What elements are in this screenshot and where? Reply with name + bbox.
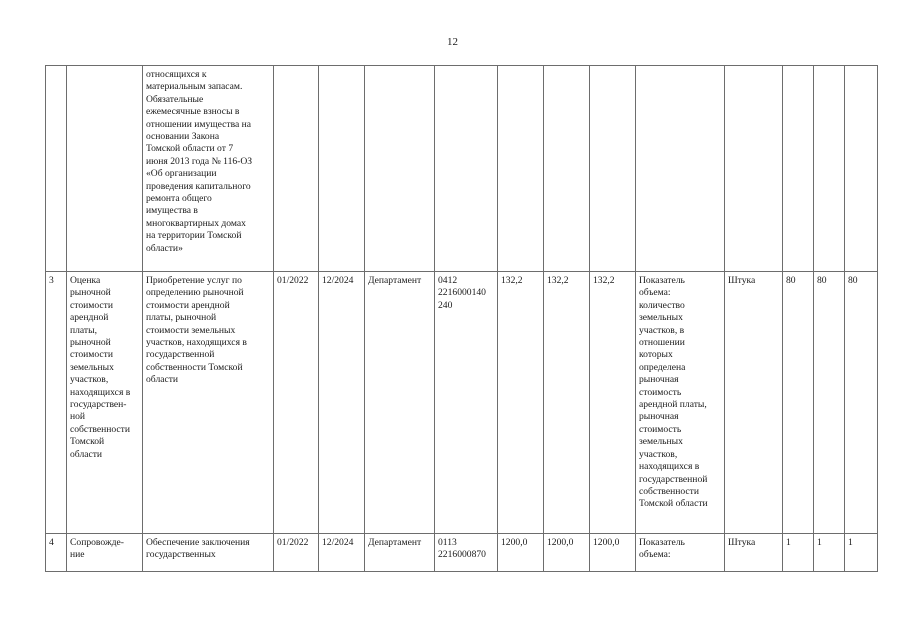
cell-indicator [636,66,725,272]
name-line: области [70,448,103,460]
name-line: государствен- [70,399,127,411]
cell-value-1: 132,2 [498,272,544,534]
cell-code [435,272,498,534]
name-line: Сопровожде- [70,537,124,548]
indicator-line: объема: [639,287,671,299]
name-line: участков, [70,374,109,386]
indicator-line: объема: [639,549,671,561]
activity-line: относящихся к [146,69,207,80]
indicator-line: арендной платы, [639,399,707,411]
cell-target-1: 80 [783,272,814,534]
activity-line: государственных [146,549,216,561]
activity-line: государственной [146,349,215,361]
indicator-line: отношении [639,337,685,349]
activity-line: основании Закона [146,131,220,143]
name-line: рыночной [70,287,111,299]
name-line: Оценка [70,275,101,286]
activity-line: стоимости земельных [146,324,236,336]
code-line: 240 [438,299,453,311]
activity-line: определению рыночной [146,287,244,299]
activity-line: платы, рыночной [146,312,217,324]
name-line: собственности [70,423,131,435]
cell-end: 12/2024 [319,534,365,572]
cell-num: 4 [46,534,67,572]
cell-indicator [636,272,725,534]
cell-target-2: 80 [814,272,845,534]
name-line: рыночной [70,337,111,349]
cell-start: 01/2022 [274,534,319,572]
cell-executor: Департамент [365,534,435,572]
indicator-line: рыночная [639,411,679,423]
table-row [46,66,878,272]
cell-unit [725,66,783,272]
cell-activity [143,272,274,534]
indicator-line: собственности [639,485,700,497]
activity-line: «Об организации [146,168,217,180]
activity-line: собственности Томской [146,361,243,373]
name-line: земельных [70,361,114,373]
cell-start [274,66,319,272]
name-line: стоимости [70,349,113,361]
activity-line: области [146,374,179,386]
activity-line: отношении имущества на [146,118,252,130]
indicator-line: находящихся в [639,461,700,473]
activity-line: июня 2013 года № 116-ОЗ [146,155,253,167]
activity-line: ремонта общего [146,193,212,205]
cell-activity [143,66,274,272]
cell-target-2 [814,66,845,272]
cell-value-1 [498,66,544,272]
activity-line: на территории Томской [146,230,242,242]
cell-start: 01/2022 [274,272,319,534]
indicator-line: определена [639,361,686,373]
code-line: 0113 [438,537,457,548]
table-row [46,272,878,534]
indicator-line: которых [639,349,673,361]
cell-activity [143,534,274,572]
activity-line: Томской области от 7 [146,143,234,155]
cell-value-2: 1200,0 [544,534,590,572]
indicator-line: Томской области [639,498,708,510]
cell-name [67,66,143,272]
name-line: ной [70,411,86,423]
activity-line: Обязательные [146,93,204,105]
program-table [45,65,878,572]
activity-line: Обеспечение заключения [146,537,250,548]
cell-unit: Штука [725,534,783,572]
name-line: арендной [70,312,109,324]
cell-name [67,272,143,534]
activity-line: области» [146,242,183,254]
cell-value-2: 132,2 [544,272,590,534]
activity-line: материальным запасам. [146,81,243,93]
cell-target-3: 1 [845,534,878,572]
cell-target-2: 1 [814,534,845,572]
cell-value-3: 1200,0 [590,534,636,572]
indicator-line: участков, в [639,324,685,336]
activity-line: Приобретение услуг по [146,275,242,286]
code-line: 2216000140 [438,287,486,299]
cell-value-3: 132,2 [590,272,636,534]
cell-target-3: 80 [845,272,878,534]
cell-target-1: 1 [783,534,814,572]
cell-end [319,66,365,272]
cell-executor: Департамент [365,272,435,534]
activity-line: ежемесячные взносы в [146,106,240,118]
indicator-line: земельных [639,436,683,448]
cell-code [435,66,498,272]
indicator-line: стоимость [639,386,682,398]
activity-line: участков, находящихся в [146,337,247,349]
indicator-line: рыночная [639,374,679,386]
code-line: 0412 [438,275,458,286]
cell-value-2 [544,66,590,272]
cell-executor [365,66,435,272]
activity-line: проведения капитального [146,180,251,192]
cell-value-1: 1200,0 [498,534,544,572]
indicator-line: стоимость [639,423,682,435]
cell-num: 3 [46,272,67,534]
activity-line: имущества в [146,205,198,217]
activity-line: стоимости арендной [146,299,230,311]
indicator-line: земельных [639,312,683,324]
name-line: ние [70,549,85,561]
code-line: 2216000870 [438,549,486,561]
name-line: платы, [70,324,97,336]
page-number: 12 [447,36,458,48]
activity-line: многоквартирных домах [146,217,246,229]
indicator-line: государственной [639,473,708,485]
cell-target-3 [845,66,878,272]
cell-end: 12/2024 [319,272,365,534]
name-line: находящихся в [70,386,131,398]
cell-indicator [636,534,725,572]
cell-name [67,534,143,572]
indicator-line: Показатель [639,275,685,286]
cell-num [46,66,67,272]
cell-unit: Штука [725,272,783,534]
name-line: стоимости [70,299,113,311]
cell-target-1 [783,66,814,272]
name-line: Томской [70,436,105,448]
cell-code [435,534,498,572]
indicator-line: количество [639,299,685,311]
cell-value-3 [590,66,636,272]
indicator-line: Показатель [639,537,685,548]
indicator-line: участков, [639,448,678,460]
table-row [46,534,878,572]
